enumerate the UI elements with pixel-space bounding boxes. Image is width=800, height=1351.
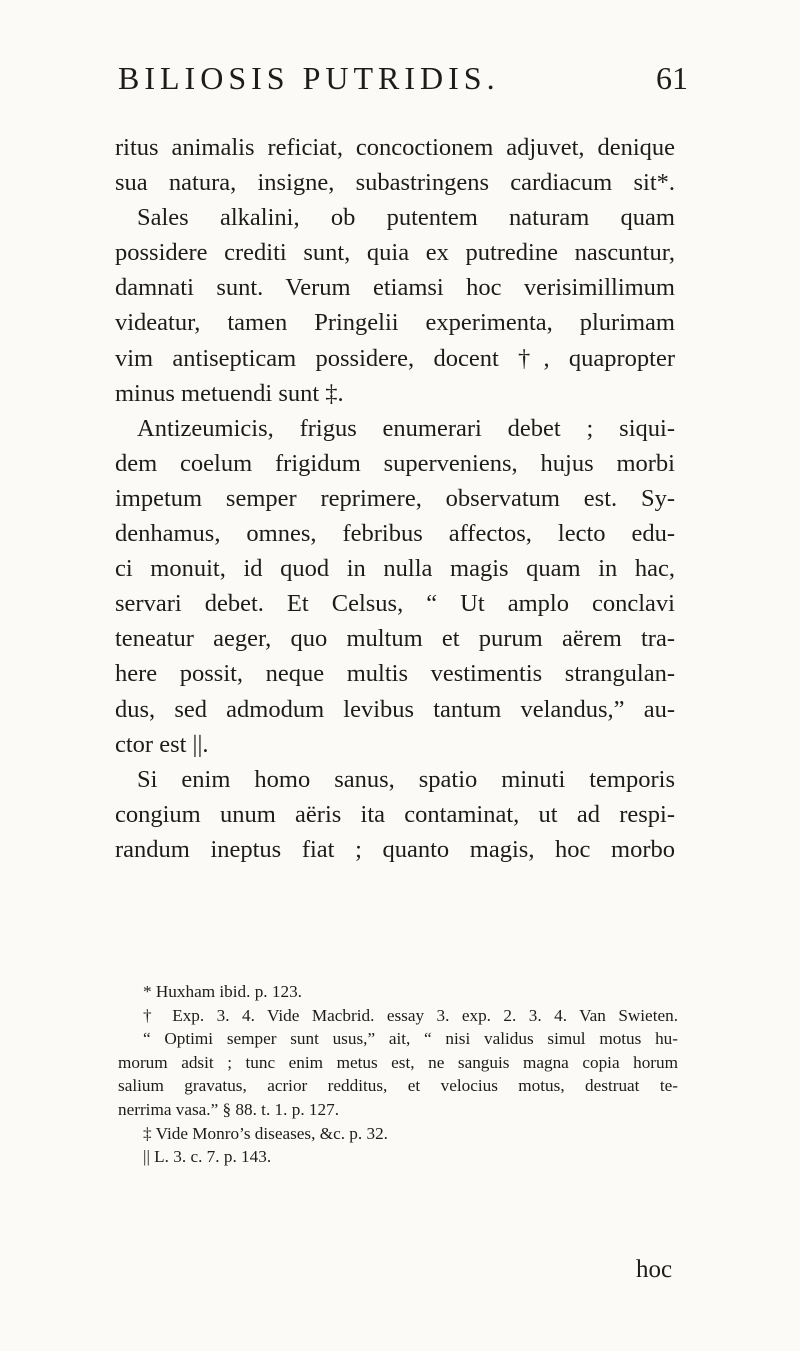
text-line: vim antisepticam possidere, docent †, quapropter xyxy=(115,344,675,372)
text-line: videatur, tamen Pringelii experimenta, plurimam xyxy=(115,309,675,337)
footnote: * Huxham ibid. p. 123. xyxy=(143,982,302,1001)
text-line: Si enim homo sanus, spatio minuti temporis xyxy=(137,765,675,793)
text-line: here possit, neque multis vestimentis strangulan- xyxy=(115,660,675,688)
footnote: || L. 3. c. 7. p. 143. xyxy=(143,1147,272,1167)
text-line: teneatur aeger, quo multum et purum aërem tra- xyxy=(115,625,675,653)
text-line: randum ineptus fiat ; quanto magis, hoc morbo xyxy=(115,835,675,863)
main-text xyxy=(115,130,675,867)
text-line: Sales alkalini, ob putentem naturam quam xyxy=(137,204,675,232)
text-line: dem coelum frigidum superveniens, hujus morbi xyxy=(115,449,675,477)
text-line: Antizeumicis, frigus enumerari debet ; siqui- xyxy=(137,414,675,442)
footnote: “ Optimi semper sunt usus,” ait, “ nisi validus simul motus hu- xyxy=(143,1029,678,1049)
running-title: BILIOSIS PUTRIDIS. xyxy=(118,60,500,96)
page-number: 61 xyxy=(656,60,688,96)
text-line: dus, sed admodum levibus tantum velandus,” au- xyxy=(115,695,675,723)
footnotes xyxy=(118,980,678,1169)
text-line: ritus animalis reficiat, concoctionem adjuvet, denique xyxy=(115,134,675,161)
footnote: nerrima vasa.” § 88. t. 1. p. 127. xyxy=(118,1099,339,1119)
text-line: denhamus, omnes, febribus affectos, lecto edu- xyxy=(115,520,675,548)
catchword: hoc xyxy=(636,1256,673,1283)
text-line: congium unum aëris ita contaminat, ut ad respi- xyxy=(115,800,675,828)
text-line: possidere crediti sunt, quia ex putredine nascuntur, xyxy=(115,239,675,267)
text-line: ctor est ||. xyxy=(115,730,209,758)
text-line: sua natura, insigne, subastringens cardiacum sit*. xyxy=(115,169,675,197)
running-header xyxy=(118,60,688,97)
text-line: minus metuendi sunt ‡. xyxy=(115,379,344,407)
footnote: † Exp. 3. 4. Vide Macbrid. essay 3. exp. 2. 3. 4. Van Swieten. xyxy=(143,1005,678,1025)
footnote: ‡ Vide Monro’s diseases, &c. p. 32. xyxy=(143,1123,388,1143)
text-line: damnati sunt. Verum etiamsi hoc verisimillimum xyxy=(115,274,675,302)
text-line: impetum semper reprimere, observatum est. Sy- xyxy=(115,484,675,512)
footnote: salium gravatus, acrior redditus, et velocius motus, destruat te- xyxy=(118,1076,678,1096)
text-line: servari debet. Et Celsus, “ Ut amplo conclavi xyxy=(115,590,675,618)
text-line: ci monuit, id quod in nulla magis quam in hac, xyxy=(115,555,675,583)
footnote: morum adsit ; tunc enim metus est, ne sanguis magna copia horum xyxy=(118,1052,678,1072)
